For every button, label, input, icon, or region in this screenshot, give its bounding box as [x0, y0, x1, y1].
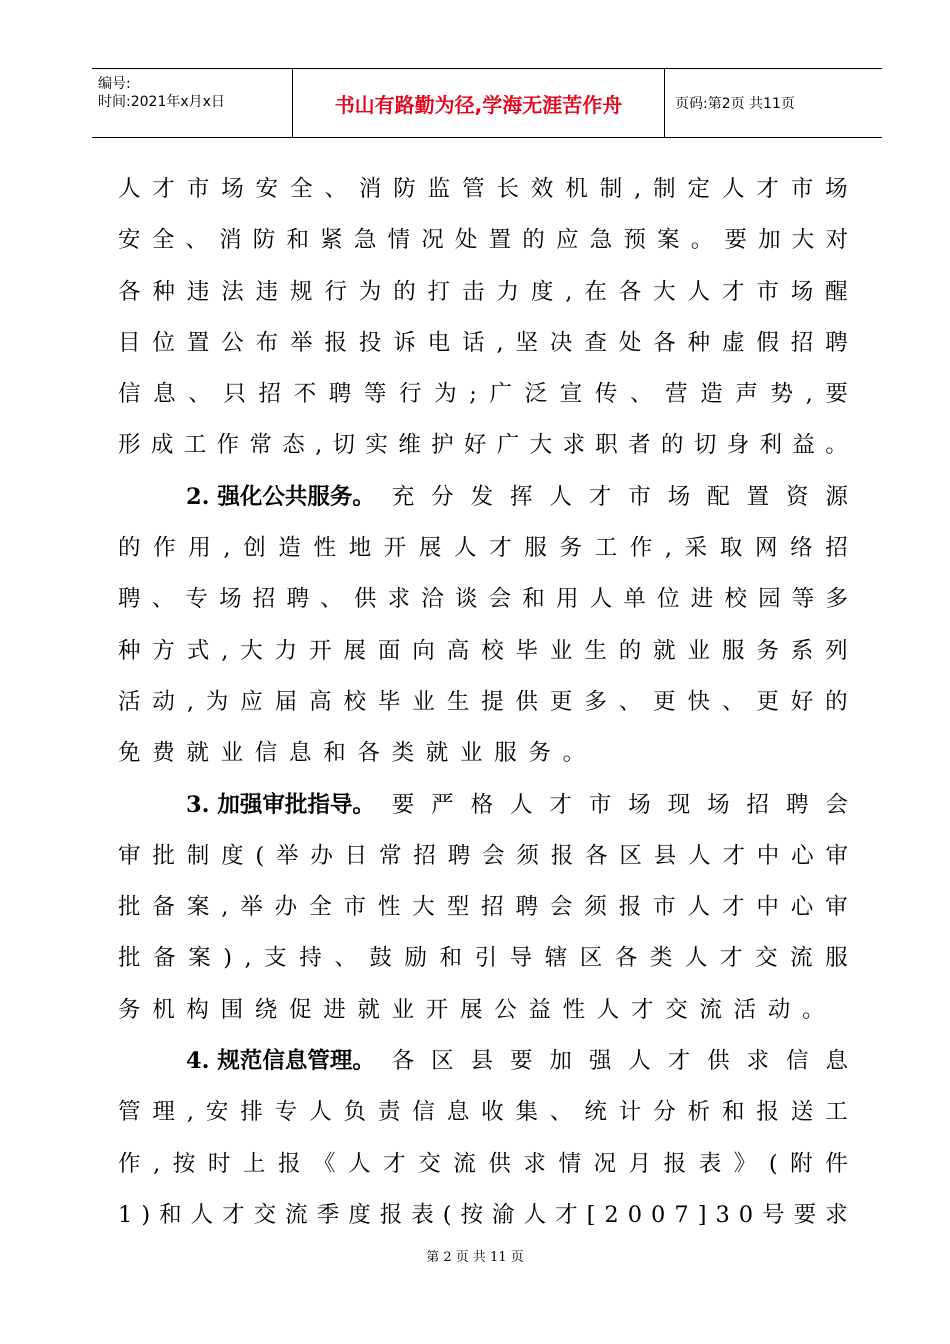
body-line: 形 成 工 作 常 态 , 切 实 维 护 好 广 大 求 职 者 的 切 身 利 益 。	[118, 432, 848, 459]
section-heading-line: 2. 强化公共服务。 充 分 发 挥 人 才 市 场 配 置 资 源	[118, 472, 848, 523]
body-line: 聘 、 专 场 招 聘 、 供 求 洽 谈 会 和 用 人 单 位 进 校 园 等 多	[118, 586, 848, 613]
body-line: 务机构围绕促进就业开展公益性人才交流活动。	[118, 996, 837, 1023]
body-line: 免费就业信息和各类就业服务。	[118, 740, 597, 767]
header-meta	[92, 69, 293, 137]
section-heading: 3. 加强审批指导。	[186, 791, 375, 818]
section-heading: 2. 强化公共服务。	[186, 483, 375, 510]
header-motto: 书山有路勤为径,学海无涯苦作舟	[293, 69, 665, 137]
body-line: 作 , 按 时 上 报 《 人 才 交 流 供 求 情 况 月 报 表 》 ( 附 件	[118, 1150, 848, 1177]
body-line: 安 全 、 消 防 和 紧 急 情 况 处 置 的 应 急 预 案 。 要 加 大 对	[118, 227, 848, 254]
body-line: 批 备 案 , 举 办 全 市 性 大 型 招 聘 会 须 报 市 人 才 中 心 审	[118, 894, 848, 921]
body-line: 批 备 案 ) , 支 持 、 鼓 励 和 引 导 辖 区 各 类 人 才 交 流 服	[118, 945, 848, 972]
body-line: 种 方 式 , 大 力 开 展 面 向 高 校 毕 业 生 的 就 业 服 务 系 列	[118, 637, 848, 664]
body-line: 的 作 用 , 创 造 性 地 开 展 人 才 服 务 工 作 , 采 取 网 络 招	[118, 535, 848, 562]
section-heading: 4. 规范信息管理。	[186, 1048, 375, 1075]
document-time-label: 时间:2021年x月x日	[98, 94, 225, 110]
page-header	[92, 68, 882, 138]
section-heading-line: 4. 规范信息管理。 各 区 县 要 加 强 人 才 供 求 信 息	[118, 1036, 848, 1087]
document-body	[118, 164, 848, 1241]
body-line: 人 才 市 场 安 全 、 消 防 监 管 长 效 机 制 , 制 定 人 才 市 场	[118, 176, 848, 202]
body-line: 管 理 , 安 排 专 人 负 责 信 息 收 集 、 统 计 分 析 和 报 送 工	[118, 1099, 848, 1126]
section-heading-line: 3. 加强审批指导。 要 严 格 人 才 市 场 现 场 招 聘 会	[118, 780, 848, 831]
body-line: 各 种 违 法 违 规 行 为 的 打 击 力 度 , 在 各 大 人 才 市 场 醒	[118, 278, 848, 305]
body-line: 信 息 、 只 招 不 聘 等 行 为 ; 广 泛 宣 传 、 营 造 声 势 , 要	[118, 381, 848, 408]
body-line: 1 ) 和 人 才 交 流 季 度 报 表 ( 按 渝 人 才 [ 2 0 0 7 ] 3 0 号 要 求	[118, 1201, 848, 1228]
body-line: 目 位 置 公 布 举 报 投 诉 电 话 , 坚 决 查 处 各 种 虚 假 招 聘	[118, 329, 848, 356]
document-code-label: 编号:	[98, 76, 131, 92]
page-footer: 第 2 页 共 11 页	[426, 1250, 524, 1265]
header-page-number: 页码:第2页 共11页	[675, 96, 795, 112]
body-line: 活 动 , 为 应 届 高 校 毕 业 生 提 供 更 多 、 更 快 、 更 好 的	[118, 688, 848, 715]
body-line: 审 批 制 度 ( 举 办 日 常 招 聘 会 须 报 各 区 县 人 才 中 心 审	[118, 842, 848, 869]
